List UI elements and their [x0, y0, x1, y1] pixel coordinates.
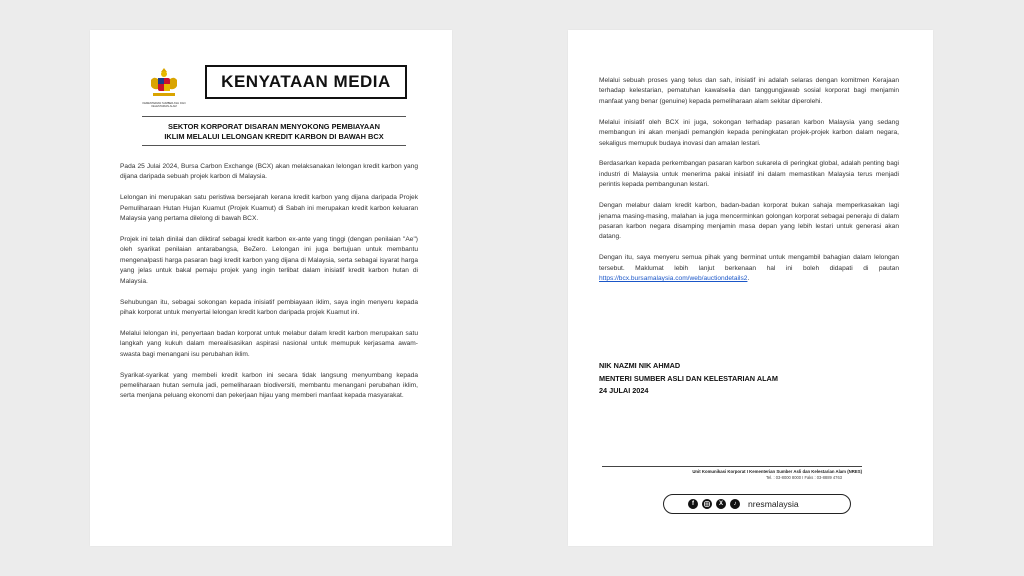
- paragraph: Syarikat-syarikat yang membeli kredit karbon ini secara tidak langsung menyumbang kepada pemeliharaan hutan semula jadi, pemeliharaan biodiversiti, membantu menangani perubahan iklim, serta menjana peluang ekonomi dan pekerjaan hijau yang memberi manfaat kepada masyarakat.: [120, 371, 418, 400]
- paragraph: Pada 25 Julai 2024, Bursa Carbon Exchange (BCX) akan melaksanakan lelongan kredit karbon yang dijana daripada sebuah projek karbon di Malaysia.: [120, 163, 418, 181]
- signatory-role: MENTERI SUMBER ASLI DAN KELESTARIAN ALAM: [599, 373, 778, 383]
- paragraph: Melalui lelongan ini, penyertaan badan korporat untuk melabur dalam kredit karbon merupakan satu langkah yang kukuh dalam merealisasikan aspirasi nasional untuk memupuk kerjasama awam-swasta bagi menangani isu perubahan iklim.: [120, 329, 418, 358]
- auction-details-link[interactable]: https://bcx.bursamalaysia.com/web/auctiondetails2: [599, 275, 748, 283]
- facebook-icon[interactable]: f: [688, 499, 698, 509]
- paragraph-text: Dengan itu, saya menyeru semua pihak yang berminat untuk mengambil bahagian dalam lelongan tersebut. Maklumat lebih lanjut berkenaan hal ini boleh didapati di pautan: [599, 254, 899, 272]
- headline-bottom-rule: [142, 145, 406, 146]
- right-page: [568, 30, 933, 546]
- paragraph: Lelongan ini merupakan satu peristiwa bersejarah kerana kredit karbon yang dijana daripada Projek Pemuliharaan Hutan Hujan Kuamut (Projek Kuamut) di Sabah ini merupakan kredit karbon keluaran Malaysia yang pertama dilelong di bawah BCX.: [120, 194, 418, 223]
- paragraph: Projek ini telah dinilai dan diiktiraf sebagai kredit karbon ex-ante yang tinggi (dengan penilaian "Ae") oleh syarikat penilaian antarabangsa, BeZero. Lelongan ini juga bertujuan untuk membantu mengenalpasti harga pasaran bagi kredit karbon yang dijana di Malaysia, serta sebagai isyarat harga yang jelas untuk bakal pemaju projek yang ingin terlibat dalam inisiatif kredit karbon hutan di Malaysia.: [120, 236, 418, 285]
- paragraph: Dengan melabur dalam kredit karbon, badan-badan korporat bukan sahaja memperkasakan lagi jenama masing-masing, malahan ia juga mencerminkan golongan korporat sebagai peneraju di dalam pasaran karbon negara disamping menjamin masa depan yang lebih lestari untuk generasi akan datang.: [599, 202, 899, 241]
- left-body-text: [120, 162, 418, 412]
- paragraph: Berdasarkan kepada perkembangan pasaran karbon sukarela di peringkat global, adalah penting bagi industri di Malaysia untuk menerima pakai inisiatif ini dalam memastikan Malaysia terus menjadi perintis kepada pembangunan lestari.: [599, 160, 899, 189]
- signature-block: [599, 360, 899, 398]
- x-icon[interactable]: X: [716, 499, 726, 509]
- coat-of-arms-icon: [148, 66, 180, 100]
- footer-rule: [602, 466, 862, 467]
- paragraph: Melalui sebuah proses yang telus dan sah, inisiatif ini adalah selaras dengan komitmen Kerajaan terhadap kelestarian, pematuhan kawalselia dan tanggungjawab sosial korporat bagi menjamin manfaat yang benar (genuine) kepada pemeliharaan alam sekitar diperolehi.: [599, 77, 899, 105]
- signatory-name: NIK NAZMI NIK AHMAD: [599, 361, 681, 370]
- page-title: KENYATAAN MEDIA: [221, 72, 391, 91]
- media-statement-title-box: [205, 65, 407, 99]
- paragraph: Sehubungan itu, sebagai sokongan kepada inisiatif pembiayaan iklim, saya ingin menyeru kepada pihak korporat untuk menyertai lelongan kredit karbon daripada projek Kuamut ini.: [120, 298, 418, 316]
- headline-line: SEKTOR KORPORAT DISARAN MENYOKONG PEMBIAYAAN: [168, 122, 380, 131]
- social-media-bar: [663, 494, 851, 514]
- tiktok-icon[interactable]: ♪: [730, 499, 740, 509]
- headline: [142, 122, 406, 142]
- instagram-icon[interactable]: [702, 499, 712, 509]
- footer-contact: Tel. : 03-8000 8000 I Faks : 03-8889 4763: [765, 475, 842, 480]
- footer-unit: Unit Komunikasi Korporat I Kementerian Sumber Asli dan Kelestarian Alam (NRES): [692, 469, 862, 474]
- left-page: [90, 30, 452, 546]
- paragraph: Melalui inisiatif oleh BCX ini juga, sokongan terhadap pasaran karbon Malaysia yang sedang membangun ini akan menjadi pemangkin kepada peningkatan projek-projek karbon dalam negara, sekaligus memupuk budaya inovasi dan amalan lestari.: [599, 118, 899, 147]
- paragraph-with-link: Dengan itu, saya menyeru semua pihak yang berminat untuk mengambil bahagian dalam lelongan tersebut. Maklumat lebih lanjut berkenaan hal ini boleh didapati di pautan https://bcx.bursamalaysia.com/web/auctiondetails2.: [599, 254, 899, 283]
- social-handle: nresmalaysia: [748, 499, 799, 509]
- right-body-text: [599, 76, 899, 295]
- statement-date: 24 JULAI 2024: [599, 386, 649, 395]
- crest-caption: KEMENTERIAN SUMBER ASLI DAN KELESTARIAN ALAM: [142, 102, 186, 109]
- headline-line: IKLIM MELALUI LELONGAN KREDIT KARBON DI BAWAH BCX: [164, 132, 384, 141]
- headline-top-rule: [142, 116, 406, 117]
